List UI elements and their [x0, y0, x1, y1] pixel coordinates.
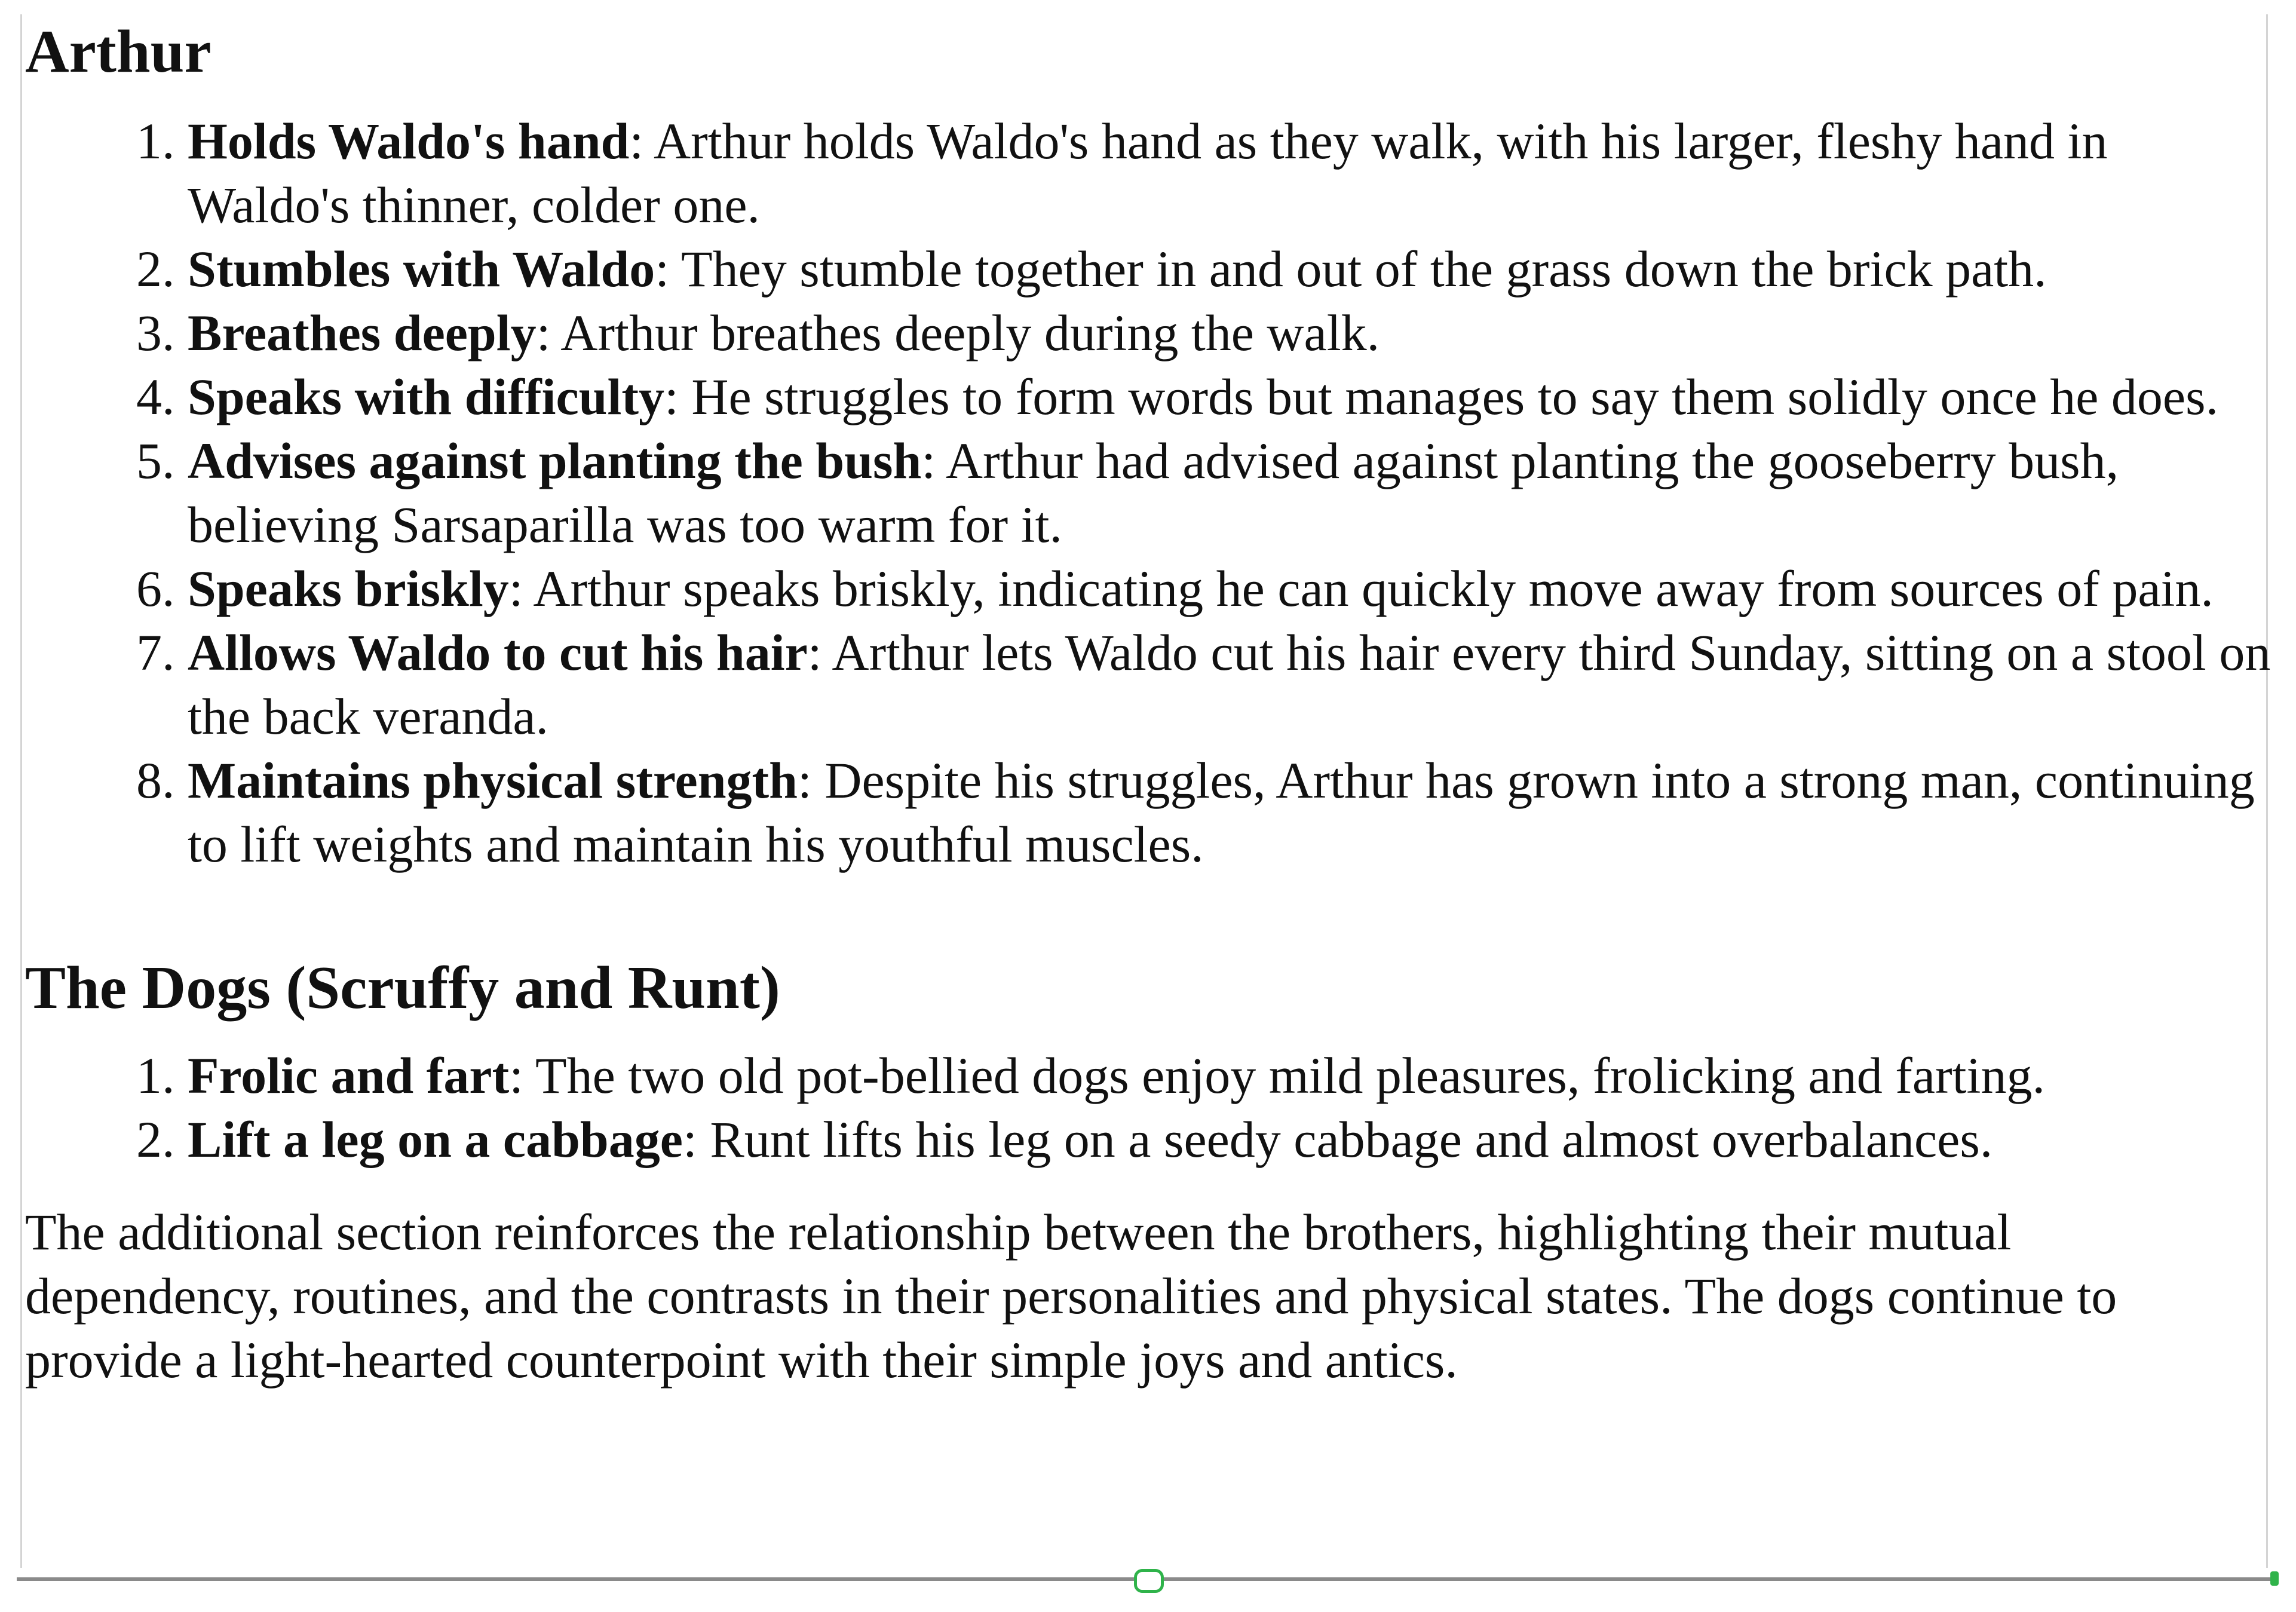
- list-item: [188, 621, 2272, 749]
- section-heading-dogs: The Dogs (Scruffy and Runt): [25, 954, 780, 1022]
- dogs-list: [25, 1044, 2272, 1172]
- item-text: : Despite his struggles, Arthur has grown into a strong man, continuing to lift weights and maintain his youthful muscles.: [188, 752, 2255, 874]
- item-title: Frolic and fart: [188, 1046, 510, 1104]
- item-title: Stumbles with Waldo: [188, 240, 655, 298]
- item-title: Allows Waldo to cut his hair: [188, 624, 808, 682]
- item-title: Lift a leg on a cabbage: [188, 1110, 683, 1168]
- item-title: Maintains physical strength: [188, 752, 798, 810]
- item-title: Holds Waldo's hand: [188, 112, 630, 170]
- list-item: [188, 301, 2272, 365]
- list-item: [188, 365, 2272, 429]
- item-text: : Arthur holds Waldo's hand as they walk, with his larger, fleshy hand in Waldo's thinner, colder one.: [188, 112, 2108, 234]
- item-text: : They stumble together in and out of the grass down the brick path.: [655, 240, 2047, 298]
- list-item: [188, 557, 2272, 621]
- item-text: : He struggles to form words but manages to say them solidly once he does.: [664, 368, 2219, 426]
- document-content: [25, 17, 2272, 1392]
- section-heading-arthur: Arthur: [25, 18, 211, 85]
- list-item: [188, 749, 2272, 877]
- closing-paragraph: The additional section reinforces the relationship between the brothers, highlighting their mutual dependency, routines, and the contrasts in their personalities and physical states. The dogs continue to provide a light-hearted counterpoint with their simple joys and antics.: [25, 1203, 2117, 1389]
- list-item: [188, 237, 2272, 301]
- item-title: Speaks briskly: [188, 560, 509, 618]
- resize-handle[interactable]: [1134, 1569, 1164, 1593]
- item-title: Speaks with difficulty: [188, 368, 665, 426]
- item-text: : The two old pot-bellied dogs enjoy mild pleasures, frolicking and farting.: [509, 1046, 2045, 1104]
- list-item: [188, 1044, 2272, 1108]
- list-item: [188, 429, 2272, 557]
- item-text: : Arthur had advised against planting the gooseberry bush, believing Sarsaparilla was too warm for it.: [188, 432, 2119, 554]
- item-text: : Runt lifts his leg on a seedy cabbage and almost overbalances.: [682, 1110, 1993, 1168]
- list-item: [188, 109, 2272, 237]
- resize-handle-end[interactable]: [2270, 1571, 2279, 1586]
- item-text: : Arthur speaks briskly, indicating he can quickly move away from sources of pain.: [508, 560, 2214, 618]
- item-title: Breathes deeply: [188, 304, 537, 362]
- list-item: [188, 1108, 2272, 1172]
- item-title: Advises against planting the bush: [188, 432, 922, 490]
- item-text: : Arthur breathes deeply during the walk.: [536, 304, 1380, 362]
- item-text: : Arthur lets Waldo cut his hair every third Sunday, sitting on a stool on the back veranda.: [188, 624, 2271, 746]
- arthur-list: [25, 109, 2272, 877]
